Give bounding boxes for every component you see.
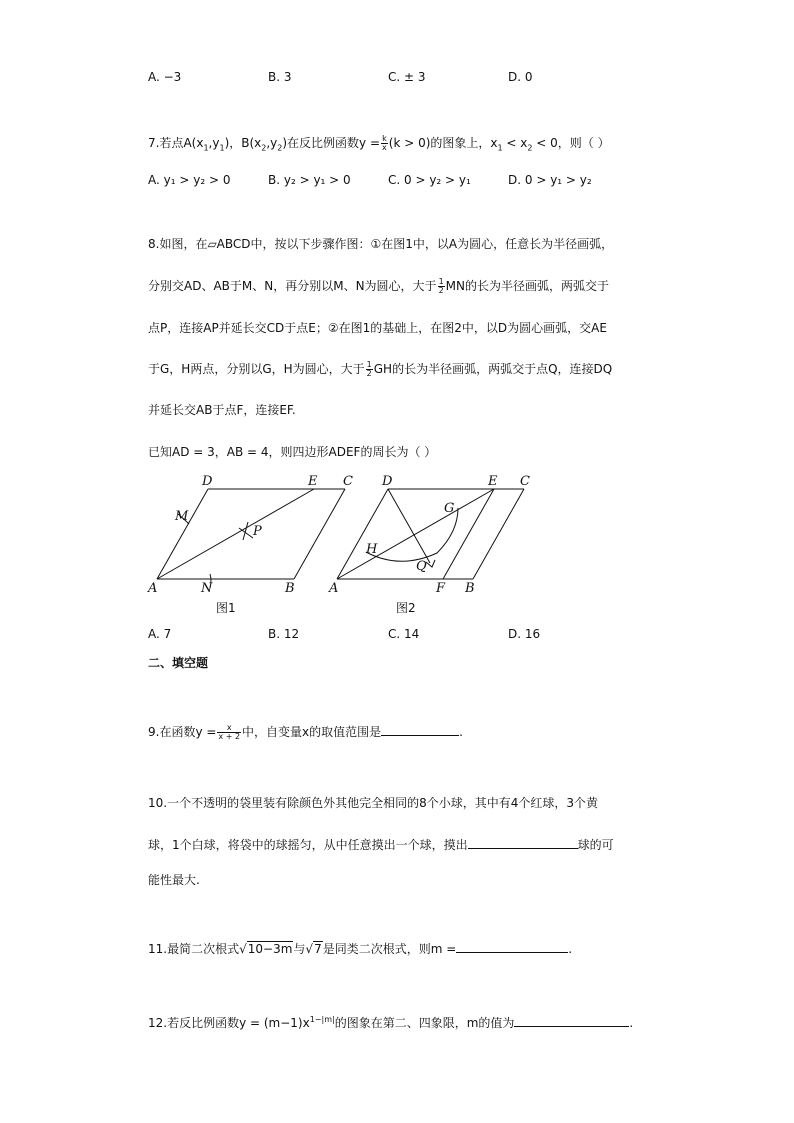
q8-option-c: C. 14	[388, 627, 420, 641]
q9-answer-blank[interactable]	[381, 723, 459, 736]
fig2-label-c: C	[520, 474, 530, 489]
fig1-caption: 图1	[216, 601, 236, 615]
q7-fraction: $\frac{k}{x}$	[382, 134, 387, 152]
fig1-line-ae	[157, 489, 314, 579]
q7-option-c: C. 0 > y₂ > y₁	[388, 173, 471, 187]
q8-line-3: 点P，连接AP并延长交CD于点E；②在图1的基础上，在图2中，以D为圆心画弧，交AE	[148, 321, 607, 335]
fig2-label-a: A	[329, 581, 339, 596]
q11-radical-2: 7	[314, 942, 322, 956]
q11-answer-blank[interactable]	[456, 940, 568, 953]
fig1-label-c: C	[343, 474, 353, 489]
q8-given: 已知AD = 3，AB = 4，则四边形ADEF的周长为（ ）	[148, 445, 437, 459]
fig2-caption: 图2	[396, 601, 416, 615]
fig2-label-h: H	[366, 542, 378, 557]
q6-option-d: D. 0	[508, 70, 533, 84]
q9-fraction: $\frac{x}{x + 2}$	[218, 723, 241, 741]
q7-stem: 7.若点$A(x_1,y_1)$，$B(x_2,y_2)$在反比例函数y = $\frac{k}{x}$ (k > 0)的图象上，$x_1 < x_2 < 0$，则（ ）	[148, 134, 610, 153]
q6-option-a: A. −3	[148, 70, 182, 84]
q9-stem: 9.在函数y = $\frac{x}{x + 2}$ 中，自变量x的取值范围是 .	[148, 723, 463, 741]
fig1-label-a: A	[148, 581, 158, 596]
q10-line-2: 球，1个白球，将袋中的球摇匀，从中任意摸出一个球，摸出 球的可	[148, 838, 614, 852]
q10-answer-blank[interactable]	[468, 836, 578, 849]
fig2-label-d: D	[382, 474, 393, 489]
q8-half-fraction-2: $\frac{1}{2}$	[366, 360, 372, 378]
fig1-label-b: B	[285, 581, 295, 596]
q6-option-c: C. ± 3	[388, 70, 426, 84]
q8-option-b: B. 12	[268, 627, 300, 641]
fig1-label-n: N	[201, 581, 213, 596]
q8-half-fraction: $\frac{1}{2}$	[438, 277, 444, 295]
q11-radical-1: 10−3m	[247, 942, 293, 956]
fig2-arrow-q	[426, 560, 435, 567]
q10-line-3: 能性最大.	[148, 873, 200, 887]
q12-stem: 12.若反比例函数$y = (m-1)x^{1-|m|}$的图象在第二、四象限，m的值为 .	[148, 1015, 634, 1030]
q7-option-b: B. y₂ > y₁ > 0	[268, 173, 351, 187]
figure-1	[157, 489, 345, 588]
q12-exponent: 1−|m|	[309, 1015, 335, 1024]
fig1-side-cb	[294, 489, 345, 579]
q6-option-b: B. 3	[268, 70, 292, 84]
fig2-label-g: G	[444, 501, 455, 516]
fig1-label-e: E	[308, 474, 318, 489]
q8-option-d: D. 16	[508, 627, 541, 641]
fig2-line-dq	[388, 489, 430, 563]
q11-stem: 11.最简二次根式√10−3m与√7是同类二次根式，则m = .	[148, 942, 573, 956]
q8-line-5: 并延长交AB于点F，连接EF.	[148, 403, 296, 417]
fig1-label-m: M	[175, 509, 189, 524]
fig2-side-ad	[337, 489, 388, 579]
fig2-label-f: F	[436, 581, 446, 596]
q7-option-a: A. y₁ > y₂ > 0	[148, 173, 231, 187]
q8-line-4: 于G，H两点，分别以G，H为圆心，大于 $\frac{1}{2}$ GH的长为半径画弧，两弧交于点Q，连接DQ	[148, 360, 613, 378]
fig1-side-ad	[157, 489, 208, 579]
fig1-label-d: D	[202, 474, 213, 489]
figure-2	[337, 489, 524, 579]
q12-answer-blank[interactable]	[514, 1014, 629, 1027]
q8-option-a: A. 7	[148, 627, 172, 641]
q7-option-d: D. 0 > y₁ > y₂	[508, 173, 592, 187]
q8-line-2: 分别交AD、AB于M、N，再分别以M、N为圆心，大于 $\frac{1}{2}$ MN的长为半径画弧，两弧交于	[148, 277, 609, 295]
fig1-label-p: P	[253, 524, 262, 539]
fig2-label-b: B	[465, 581, 475, 596]
q8-figures	[140, 470, 540, 620]
q10-line-1: 10.一个不透明的袋里装有除颜色外其他完全相同的8个小球，其中有4个红球，3个黄	[148, 796, 598, 810]
fig2-label-e: E	[488, 474, 498, 489]
fig2-label-q: Q	[416, 559, 427, 574]
q8-line-1: 8.如图，在▱ABCD中，按以下步骤作图：①在图1中，以A为圆心，任意长为半径画弧，	[148, 237, 614, 251]
section-2-title: 二、填空题	[148, 656, 209, 670]
fig2-side-cb	[473, 489, 524, 579]
